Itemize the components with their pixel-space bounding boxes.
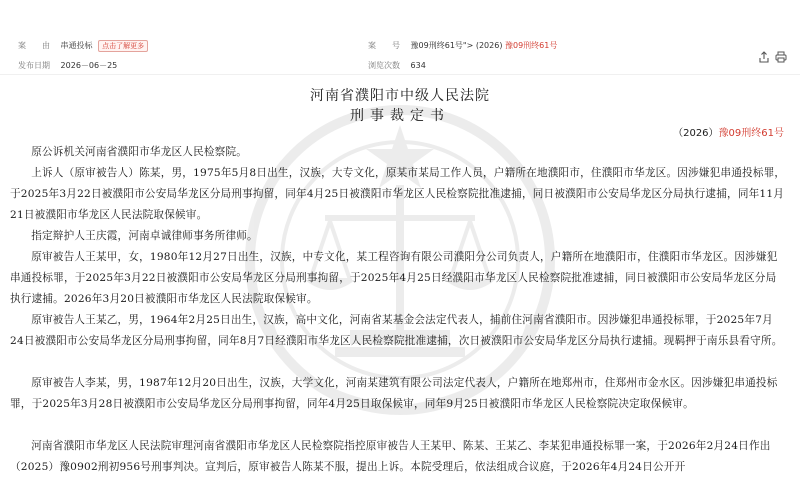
case-number-label: 案 号 <box>368 41 400 50</box>
publish-date-row <box>18 60 117 71</box>
case-number-prefix: 豫09刑终61号"> <box>410 41 474 50</box>
publish-date-value: 2026－06－25 <box>60 61 118 70</box>
print-icon[interactable] <box>775 48 787 60</box>
publish-date-label: 发布日期 <box>18 61 50 70</box>
view-count-value: 634 <box>410 61 426 70</box>
paragraph-defendant-1: 原审被告人王某甲，女，1980年12月27日出生，汉族，中专文化，某工程咨询有限公司濮阳分公司负责人，户籍所在地濮阳市，住濮阳市华龙区。因涉嫌犯串通投标罪，于2025年3月22日被濮阳市公安局华龙区分局刑事拘留，于2025年4月25日经濮阳市华龙区人民检察院批准逮捕，同日被濮阳市公安局华龙区分局执行逮捕。2026年3月20日被濮阳市华龙区人民法院取保候审。 <box>10 251 778 305</box>
paragraph-defense-counsel: 指定辩护人王庆霞，河南卓诚律师事务所律师。 <box>31 230 258 242</box>
share-icon[interactable] <box>758 48 770 60</box>
paragraph-prosecutor: 原公诉机关河南省濮阳市华龙区人民检察院。 <box>31 146 248 158</box>
document-type: 刑事裁定书 <box>350 108 450 124</box>
paragraph-defendant-2: 原审被告人王某乙，男，1964年2月25日出生，汉族，高中文化，河南省某基金会法定代表人，捕前住河南省濮阳市。因涉嫌犯串通投标罪，于2025年7月24日被濮阳市公安局华龙区分局刑事拘留，同年8月7日经濮阳市华龙区人民检察院批准逮捕，次日被濮阳市公安局华龙区分局执行逮捕。现羁押于南乐县看守所。 <box>10 314 783 347</box>
document-case-number <box>673 124 784 139</box>
paragraph-defendant-3: 原审被告人李某，男，1987年12月20日出生，汉族，大学文化，河南某建筑有限公司法定代表人，户籍所在地郑州市，住郑州市金水区。因涉嫌犯串通投标罪，于2025年3月28日被濮阳市公安局华龙区分局刑事拘留，同年4月25日取保候审，同年9月25日被濮阳市华龙区人民检察院决定取保候审。 <box>10 377 778 410</box>
case-number-year: (2026) <box>475 41 503 50</box>
case-cause-row <box>18 40 148 52</box>
case-cause-label: 案 由 <box>18 41 50 50</box>
document-case-year: （2026） <box>673 128 719 139</box>
case-cause-value: 串通投标 <box>60 41 93 50</box>
document-case-code: 豫09刑终61号 <box>718 128 784 139</box>
court-name: 河南省濮阳市中级人民法院 <box>310 88 490 104</box>
view-count-label: 浏览次数 <box>368 61 400 70</box>
case-number-row <box>368 40 557 51</box>
case-number-code: 豫09刑终61号 <box>505 41 558 50</box>
learn-more-tag[interactable]: 点击了解更多 <box>98 40 148 52</box>
case-meta-header <box>0 0 800 74</box>
paragraph-trial-history: 河南省濮阳市华龙区人民法院审理河南省濮阳市华龙区人民检察院指控原审被告人王某甲、陈某、王某乙、李某犯串通投标罪一案，于2026年2月24日作出（2025）豫0902刑初956号刑事判决。宣判后，原审被告人陈某不服，提出上诉。本院受理后，依法组成合议庭，于2026年4月24日公开开 <box>10 440 771 473</box>
paragraph-appellant: 上诉人（原审被告人）陈某，男，1975年5月8日出生，汉族，大专文化，原某市某局工作人员，户籍所在地濮阳市，住濮阳市华龙区。因涉嫌犯串通投标罪，于2025年3月22日被濮阳市公安局华龙区分局刑事拘留，同年4月25日被濮阳市华龙区人民检察院批准逮捕，同日被濮阳市公安局华龙区分局执行逮捕，同年11月21日被濮阳市华龙区人民法院取保候审。 <box>10 167 786 221</box>
view-count-row <box>368 60 426 71</box>
